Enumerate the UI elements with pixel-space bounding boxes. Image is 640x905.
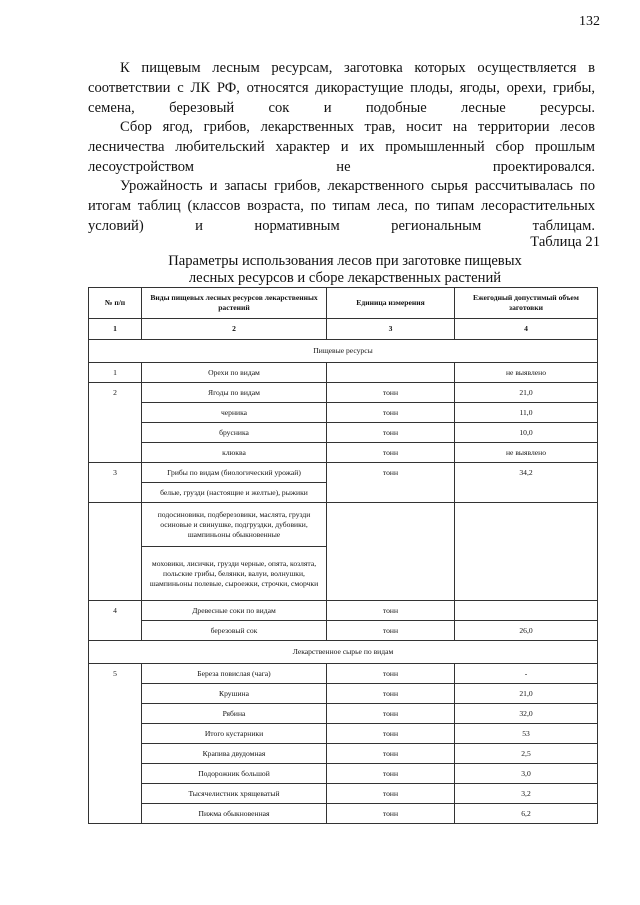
table-row [89,383,598,403]
header-resource-type: Виды пищевых лесных ресурсов лекарственных растений [142,288,327,319]
page-number: 132 [579,14,600,29]
row-volume: 53 [455,724,598,744]
row-resource: Ягоды по видам [142,383,327,403]
row-resource: Крушина [142,684,327,704]
row-unit: тонн [327,423,455,443]
row-volume: не выявлено [455,363,598,383]
row-unit: тонн [327,664,455,684]
column-number-row [89,319,598,340]
row-resource: березовый сок [142,621,327,641]
row-unit: тонн [327,764,455,784]
row-unit: тонн [327,704,455,724]
paragraph-food-resources: К пищевым лесным ресурсам, заготовка которых осуществляется в соответствии с ЛК РФ, относятся дикорастущие плоды, ягоды, орехи, грибы, семена, березовый сок и подобные лесные ресурсы. [88,60,595,116]
row-volume: 34,2 [455,463,598,503]
row-unit: тонн [327,684,455,704]
row-resource: брусника [142,423,327,443]
row-unit: тонн [327,403,455,423]
row-number: 2 [89,383,142,463]
table-row [89,744,598,764]
section-food-resources: Пищевые ресурсы [89,340,598,363]
row-unit: тонн [327,804,455,824]
section-medicinal-raw: Лекарственное сырье по видам [89,641,598,664]
table-row [89,664,598,684]
table-label: Таблица 21 [530,234,600,250]
row-volume: 10,0 [455,423,598,443]
row-resource: черника [142,403,327,423]
row-volume: - [455,664,598,684]
table-row [89,423,598,443]
table-title-line-2: лесных ресурсов и сборе лекарственных растений [188,270,502,286]
row-unit: тонн [327,463,455,503]
table-title-line-1: Параметры использования лесов при заготовке пищевых [168,253,522,269]
row-resource: клюква [142,443,327,463]
row-resource: Крапива двудомная [142,744,327,764]
row-volume: 32,0 [455,704,598,724]
row-resource: Грибы по видам (биологический урожай) [142,463,327,483]
row-resource: подосиновики, подберезовики, маслята, грузди осиновые и свинушке, подгруздки, дубовики, шампиньоны обыкновенные [142,503,327,547]
row-volume: 26,0 [455,621,598,641]
col-num-3: 3 [327,319,455,340]
header-unit: Единица измерения [327,288,455,319]
section-row-medicinal [89,641,598,664]
row-volume: не выявлено [455,443,598,463]
row-resource: Пижма обыкновенная [142,804,327,824]
row-resource: Древесные соки по видам [142,601,327,621]
row-number: 1 [89,363,142,383]
row-volume: 3,0 [455,764,598,784]
row-volume-empty [455,503,598,601]
row-unit: тонн [327,601,455,621]
table-title [90,253,600,287]
section-row-food [89,340,598,363]
row-volume: 6,2 [455,804,598,824]
paragraph-yield: Урожайность и запасы грибов, лекарственного сырья рассчитывалась по итогам таблиц (классов возраста, по типам леса, по типам лесорастительных условий) и нормативным региональным таблицам. [88,178,595,234]
table-row [89,684,598,704]
row-unit: тонн [327,443,455,463]
row-resource: Подорожник большой [142,764,327,784]
col-num-4: 4 [455,319,598,340]
row-resource: моховики, лисички, грузди черные, опята, козлята, польские грибы, белянки, валуи, волнушки, шампиньоны полевые, сыроежки, строчки, сморчки [142,547,327,601]
row-resource: Итого кустарники [142,724,327,744]
table-row [89,443,598,463]
row-number: 5 [89,664,142,824]
header-annual-volume: Ежегодный допустимый объем заготовки [455,288,598,319]
table-header-row [89,288,598,319]
row-resource: Орехи по видам [142,363,327,383]
col-num-2: 2 [142,319,327,340]
table-row [89,764,598,784]
table-row [89,601,598,621]
row-resource: Береза повислая (чага) [142,664,327,684]
row-volume: 21,0 [455,684,598,704]
row-volume: 21,0 [455,383,598,403]
row-number: 3 [89,463,142,503]
row-unit: тонн [327,621,455,641]
row-unit: тонн [327,383,455,403]
row-resource: Тысячелистник хрящеватый [142,784,327,804]
row-volume: 11,0 [455,403,598,423]
table-row [89,403,598,423]
table-row [89,784,598,804]
row-unit: тонн [327,784,455,804]
table-row [89,724,598,744]
table-row [89,463,598,483]
row-volume: 3,2 [455,784,598,804]
header-number: № п/п [89,288,142,319]
row-resource: Рябина [142,704,327,724]
table-row [89,704,598,724]
table-row [89,804,598,824]
row-resource: белые, грузди (настоящие и желтые), рыжики [142,483,327,503]
row-volume [455,601,598,621]
paragraph-collection: Сбор ягод, грибов, лекарственных трав, носит на территории лесов лесничества любительский характер и их промышленный сбор прошлым лесоустройством не проектировался. [88,119,595,175]
table-row [89,621,598,641]
row-unit: тонн [327,744,455,764]
table-row [89,363,598,383]
table-row [89,503,598,547]
resources-table [88,287,598,824]
row-number-empty [89,503,142,601]
row-number: 4 [89,601,142,641]
row-unit: тонн [327,724,455,744]
col-num-1: 1 [89,319,142,340]
row-unit-empty [327,503,455,601]
row-volume: 2,5 [455,744,598,764]
row-unit [327,363,455,383]
